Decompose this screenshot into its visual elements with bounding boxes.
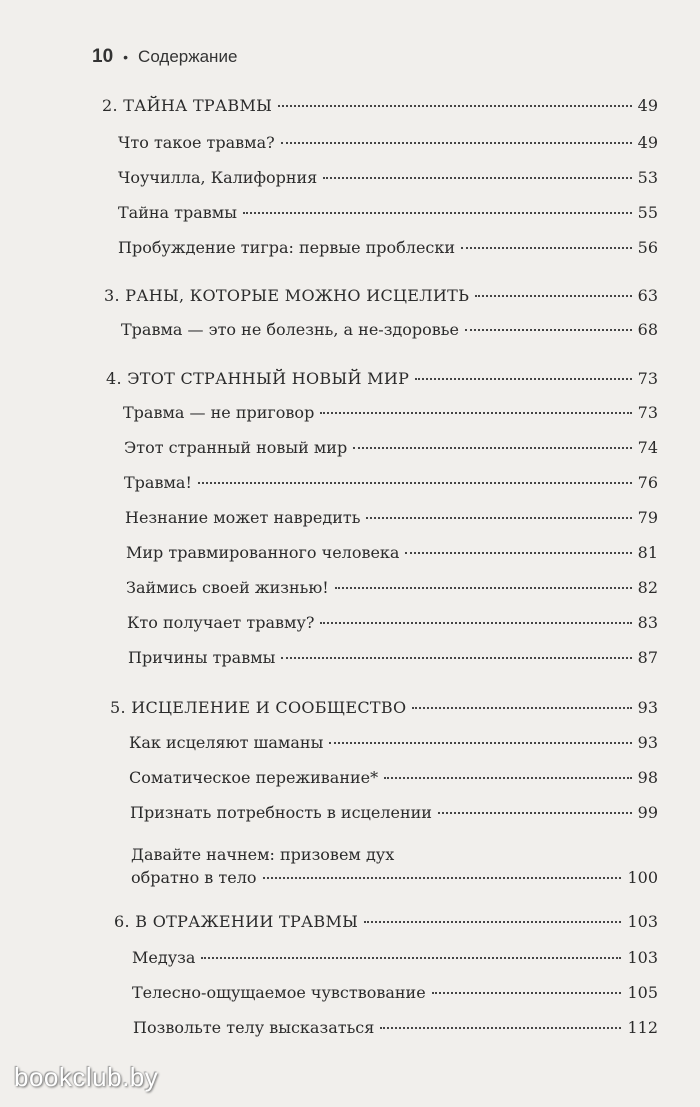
toc-entry[interactable] (126, 543, 658, 563)
toc-label: Займись своей жизнью! (126, 578, 329, 597)
leader-dots (243, 212, 632, 214)
toc-label: Травма — не приговор (123, 403, 315, 422)
leader-dots (281, 142, 632, 144)
toc-label: Позвольте телу высказаться (133, 1018, 375, 1037)
leader-dots (198, 482, 632, 484)
leader-dots (461, 247, 632, 249)
toc-entry[interactable] (132, 983, 658, 1003)
toc-page: 73 (637, 369, 658, 388)
running-header (92, 46, 237, 68)
leader-dots (364, 921, 621, 923)
leader-dots (263, 877, 622, 879)
toc-label: Медуза (132, 948, 196, 967)
toc-page: 49 (637, 96, 658, 115)
toc-label: Чоучилла, Калифорния (118, 168, 318, 187)
toc-chapter-4[interactable] (106, 369, 658, 389)
leader-dots (201, 957, 621, 959)
toc-entry[interactable] (121, 320, 658, 340)
toc-page: 82 (637, 578, 658, 597)
toc-entry[interactable] (128, 648, 658, 668)
leader-dots (320, 412, 631, 414)
leader-dots (323, 177, 631, 179)
leader-dots (412, 707, 631, 709)
leader-dots (415, 378, 632, 380)
toc-entry[interactable] (130, 803, 658, 823)
toc-entry-line1[interactable]: Давайте начнем: призовем дух (131, 845, 395, 864)
toc-page: 76 (637, 473, 658, 492)
toc-label: Травма! (124, 473, 192, 492)
leader-dots (405, 552, 631, 554)
toc-label: обратно в тело (131, 868, 257, 887)
leader-dots (438, 812, 632, 814)
leader-dots (320, 622, 631, 624)
toc-page: 103 (627, 948, 658, 967)
toc-label: Пробуждение тигра: первые проблески (118, 238, 456, 257)
toc-label: Признать потребность в исцелении (130, 803, 432, 822)
toc-page: 74 (637, 438, 658, 457)
leader-dots (380, 1027, 621, 1029)
toc-entry[interactable] (126, 578, 658, 598)
toc-label: 3. РАНЫ, КОТОРЫЕ МОЖНО ИСЦЕЛИТЬ (104, 286, 470, 305)
toc-label: Как исцеляют шаманы (129, 733, 324, 752)
toc-label: Этот странный новый мир (124, 438, 348, 457)
toc-page: 98 (637, 768, 658, 787)
toc-page: 112 (627, 1018, 658, 1037)
page-number: 10 (92, 46, 114, 67)
leader-dots (384, 777, 632, 779)
toc-entry[interactable] (118, 168, 658, 188)
toc-entry[interactable] (118, 203, 658, 223)
toc-page: 93 (637, 698, 658, 717)
toc-entry[interactable] (127, 613, 658, 633)
toc-label: Незнание может навредить (125, 508, 361, 527)
toc-entry[interactable] (125, 508, 658, 528)
toc-entry[interactable] (129, 768, 658, 788)
toc-label: 6. В ОТРАЖЕНИИ ТРАВМЫ (114, 912, 359, 931)
toc-label: Тайна травмы (118, 203, 237, 222)
toc-entry[interactable] (129, 733, 658, 753)
toc-entry[interactable] (118, 238, 658, 258)
toc-page: 49 (637, 133, 658, 152)
toc-page: 73 (637, 403, 658, 422)
toc-label: Травма — это не болезнь, а не-здоровье (121, 320, 459, 339)
leader-dots (281, 657, 631, 659)
toc-entry[interactable] (118, 133, 658, 153)
toc-page: 68 (637, 320, 658, 339)
toc-entry[interactable] (132, 948, 658, 968)
leader-dots (278, 105, 631, 107)
toc-entry[interactable] (124, 473, 658, 493)
toc-entry[interactable] (124, 438, 658, 458)
toc-page: 87 (637, 648, 658, 667)
toc-page: 53 (637, 168, 658, 187)
toc-page: 83 (637, 613, 658, 632)
watermark: bookclub.by (14, 1062, 159, 1092)
toc-label: Мир травмированного человека (126, 543, 400, 562)
leader-dots (366, 517, 631, 519)
toc-page: 63 (637, 286, 658, 305)
leader-dots (329, 742, 631, 744)
toc-chapter-5[interactable] (110, 698, 658, 718)
toc-entry[interactable] (133, 1018, 658, 1038)
header-bullet: • (123, 49, 129, 65)
toc-entry[interactable] (123, 403, 658, 423)
toc-page: 56 (637, 238, 658, 257)
toc-page: 93 (637, 733, 658, 752)
toc-page: 99 (637, 803, 658, 822)
toc-entry[interactable] (131, 868, 658, 888)
leader-dots (432, 992, 622, 994)
toc-label: 2. ТАЙНА ТРАВМЫ (102, 96, 273, 115)
leader-dots (475, 295, 631, 297)
toc-chapter-6[interactable] (114, 912, 658, 932)
toc-page: 79 (637, 508, 658, 527)
toc-chapter-3[interactable] (104, 286, 658, 306)
toc-page: 55 (637, 203, 658, 222)
leader-dots (335, 587, 632, 589)
toc-label: Соматическое переживание* (129, 768, 379, 787)
toc-label: Что такое травма? (118, 133, 275, 152)
leader-dots (465, 329, 632, 331)
toc-chapter-2[interactable] (102, 96, 658, 116)
toc-page: 105 (627, 983, 658, 1002)
toc-page: 81 (637, 543, 658, 562)
toc-page: 103 (627, 912, 658, 931)
toc-label: 4. ЭТОТ СТРАННЫЙ НОВЫЙ МИР (106, 369, 410, 388)
toc-label: Причины травмы (128, 648, 276, 667)
toc-label: Телесно-ощущаемое чувствование (132, 983, 426, 1002)
toc-label: 5. ИСЦЕЛЕНИЕ И СООБЩЕСТВО (110, 698, 407, 717)
toc-label: Кто получает травму? (127, 613, 315, 632)
leader-dots (353, 447, 631, 449)
header-title: Содержание (138, 47, 238, 66)
toc-page: 100 (627, 868, 658, 887)
